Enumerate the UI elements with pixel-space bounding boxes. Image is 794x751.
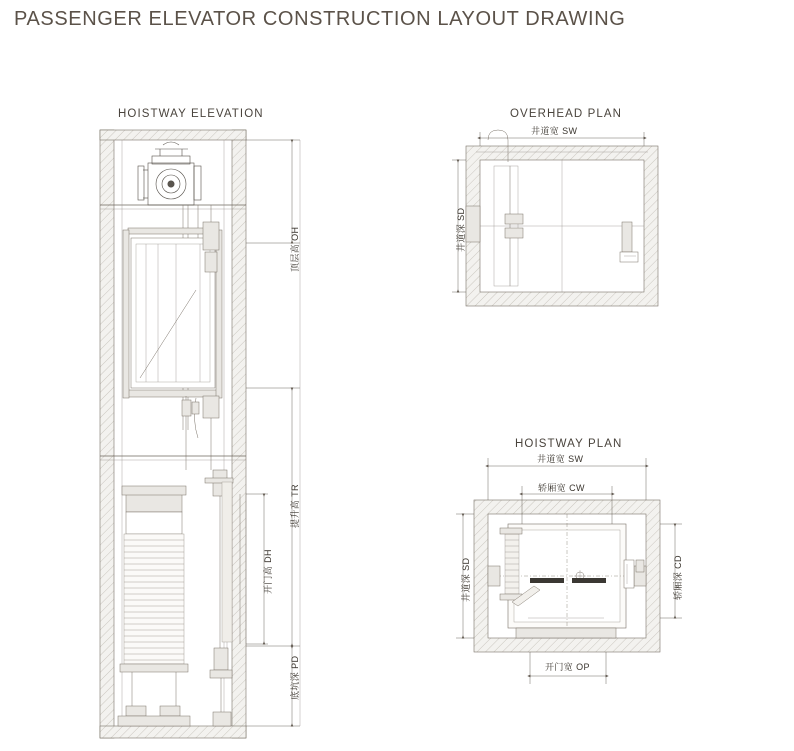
dim-plan-car-depth: 轿厢深 CD xyxy=(673,555,683,600)
dim-overhead-shaft-width: 井道宽 SW xyxy=(531,126,578,136)
dim-overhead-height: 顶层高 OH xyxy=(290,226,300,272)
dim-plan-car-width: 轿厢宽 CW xyxy=(538,483,585,493)
dim-plan-shaft-width: 井道宽 SW xyxy=(537,454,584,464)
view-label-hoistway-elevation: HOISTWAY ELEVATION xyxy=(118,108,264,120)
dim-plan-shaft-depth: 井道深 SD xyxy=(461,557,471,602)
dim-plan-door-opening-width: 开门宽 OP xyxy=(545,662,590,672)
dim-pit-depth: 底坑深 PD xyxy=(290,655,300,700)
view-label-overhead-plan: OVERHEAD PLAN xyxy=(510,108,623,120)
view-label-hoistway-plan: HOISTWAY PLAN xyxy=(515,438,623,450)
page-title: PASSENGER ELEVATOR CONSTRUCTION LAYOUT DRAWING xyxy=(14,8,626,30)
dim-overhead-shaft-depth: 井道深 SD xyxy=(456,207,466,252)
dim-travel-height: 提升高 TR xyxy=(290,484,300,528)
dim-door-height: 开门高 DH xyxy=(263,549,273,594)
